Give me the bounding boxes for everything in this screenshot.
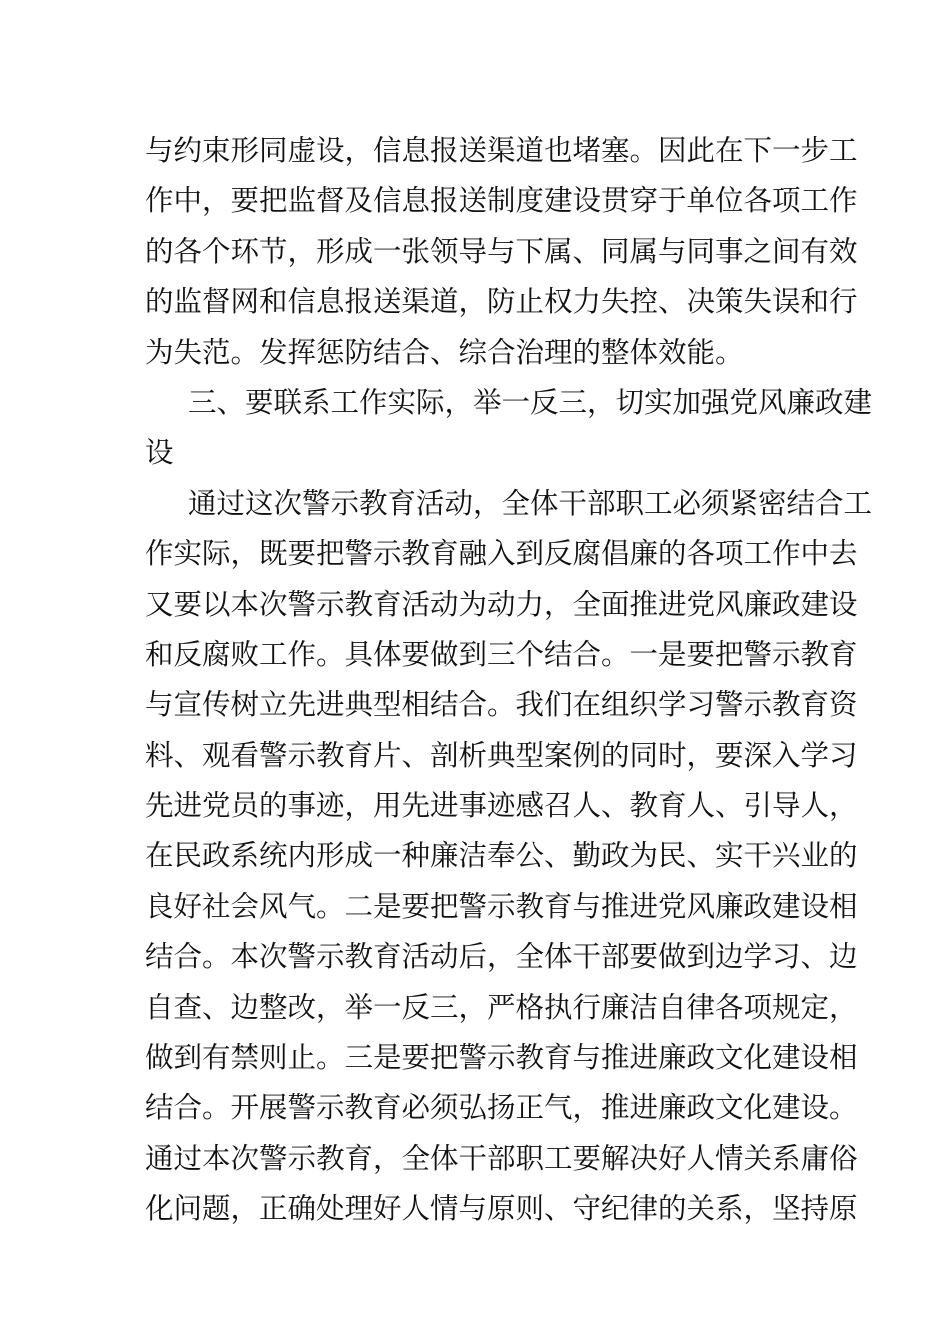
text-line: 与宣传树立先进典型相结合。我们在组织学习警示教育资 — [145, 688, 858, 722]
text-line: 通过本次警示教育，全体干部职工要解决好人情关系庸俗 — [145, 1141, 858, 1175]
text-line: 的各个环节，形成一张领导与下属、同属与同事之间有效 — [145, 234, 858, 268]
section-heading-line: 三、要联系工作实际，举一反三，切实加强党风廉政建 — [188, 385, 873, 419]
text-line: 在民政系统内形成一种廉洁奉公、勤政为民、实干兴业的 — [145, 839, 858, 873]
text-line: 与约束形同虚设，信息报送渠道也堵塞。因此在下一步工 — [145, 134, 858, 167]
text-line: 为失范。发挥惩防结合、综合治理的整体效能。 — [145, 335, 744, 369]
text-line: 通过这次警示教育活动，全体干部职工必须紧密结合工 — [188, 486, 873, 520]
text-line: 自查、边整改，举一反三，严格执行廉洁自律各项规定， — [145, 990, 858, 1024]
text-line: 做到有禁则止。三是要把警示教育与推进廉政文化建设相 — [145, 1041, 858, 1075]
section-heading-line: 设 — [145, 436, 174, 470]
body-text — [145, 126, 873, 1235]
text-line: 结合。开展警示教育必须弘扬正气，推进廉政文化建设。 — [145, 1091, 858, 1125]
text-line: 作中，要把监督及信息报送制度建设贯穿于单位各项工作 — [145, 184, 858, 218]
text-line: 和反腐败工作。具体要做到三个结合。一是要把警示教育 — [145, 637, 858, 671]
text-line: 化问题，正确处理好人情与原则、守纪律的关系，坚持原 — [145, 1192, 858, 1226]
text-line: 料、观看警示教育片、剖析典型案例的同时，要深入学习 — [145, 738, 858, 772]
text-line: 的监督网和信息报送渠道，防止权力失控、决策失误和行 — [145, 285, 858, 319]
text-line: 作实际，既要把警示教育融入到反腐倡廉的各项工作中去 — [145, 537, 858, 571]
text-line: 又要以本次警示教育活动为动力，全面推进党风廉政建设 — [145, 587, 858, 621]
text-line: 良好社会风气。二是要把警示教育与推进党风廉政建设相 — [145, 889, 858, 923]
text-line: 先进党员的事迹，用先进事迹感召人、教育人、引导人， — [145, 789, 858, 823]
text-line: 结合。本次警示教育活动后，全体干部要做到边学习、边 — [145, 940, 858, 974]
